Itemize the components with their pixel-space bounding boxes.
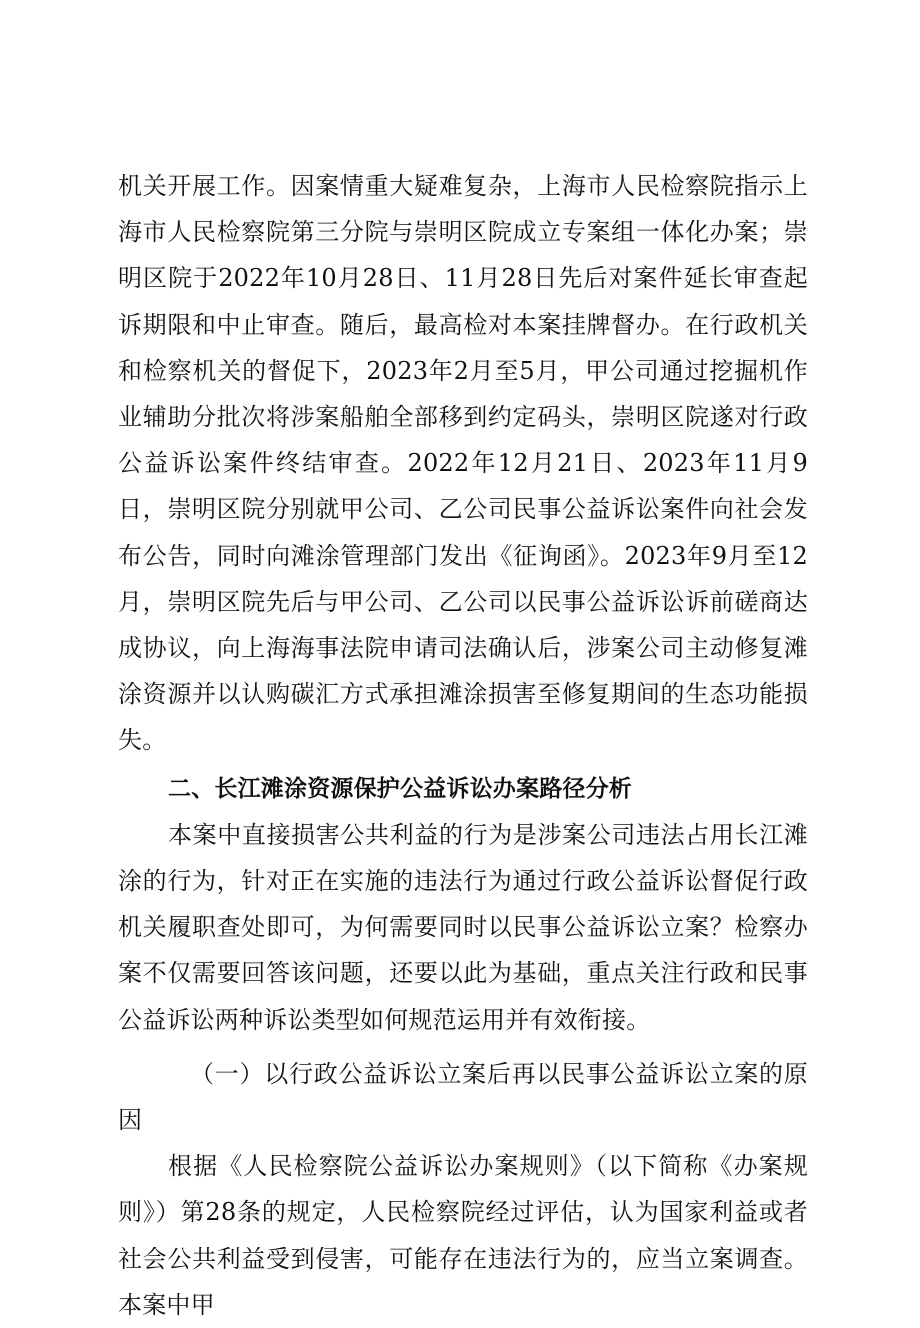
document-body	[118, 163, 808, 1328]
subsection-heading-1: （一）以行政公益诉讼立案后再以民事公益诉讼立案的原因	[118, 1059, 808, 1135]
section-heading-2: 二、长江滩涂资源保护公益诉讼办案路径分析	[168, 775, 632, 802]
paragraph-case-progress: 机关开展工作。因案情重大疑难复杂，上海市人民检察院指示上海市人民检察院第三分院与崇明区院成立专案组一体化办案；崇明区院于2022年10月28日、11月28日先后对案件延长审查起诉期限和中止审查。随后，最高检对本案挂牌督办。在行政机关和检察机关的督促下，2023年2月至5月，甲公司通过挖掘机作业辅助分批次将涉案船舶全部移到约定码头，崇明区院遂对行政公益诉讼案件终结审查。2022年12月21日、2023年11月9日，崇明区院分别就甲公司、乙公司民事公益诉讼案件向社会发布公告，同时向滩涂管理部门发出《征询函》。2023年9月至12月，崇明区院先后与甲公司、乙公司以民事公益诉讼诉前磋商达成协议，向上海海事法院申请司法确认后，涉案公司主动修复滩涂资源并以认购碳汇方式承担滩涂损害至修复期间的生态功能损失。	[118, 172, 808, 755]
paragraph-analysis-intro: 本案中直接损害公共利益的行为是涉案公司违法占用长江滩涂的行为，针对正在实施的违法行为通过行政公益诉讼督促行政机关履职查处即可，为何需要同时以民事公益诉讼立案？检察办案不仅需要回答该问题，还要以此为基础，重点关注行政和民事公益诉讼两种诉讼类型如何规范运用并有效衔接。	[118, 820, 808, 1034]
paragraph-rules-basis: 根据《人民检察院公益诉讼办案规则》（以下简称《办案规则》）第28条的规定，人民检察院经过评估，认为国家利益或者社会公共利益受到侵害，可能存在违法行为的，应当立案调查。本案中甲	[118, 1152, 808, 1319]
